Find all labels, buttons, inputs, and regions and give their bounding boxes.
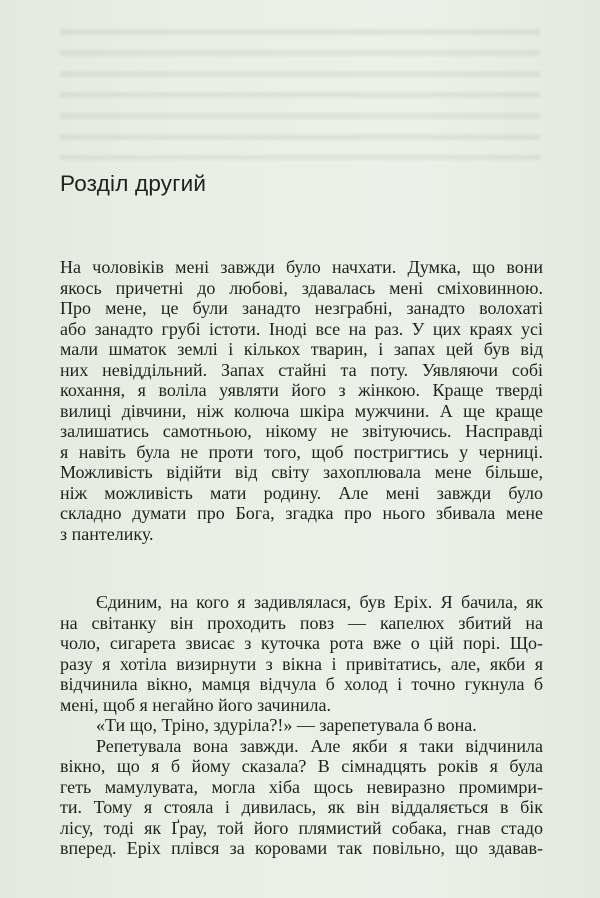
text-line: відчинила вікно, мамця відчула б холод і точно гукнула б <box>60 674 543 694</box>
text-line: вікно, що я б йому сказала? В сімнадцять років я була <box>60 756 543 776</box>
text-line: Про мене, це були занадто незграбні, занадто волохаті <box>60 298 543 318</box>
text-line: кохання, я воліла уявляти його з жінкою. Краще тверді <box>60 380 543 400</box>
text-line: Репетувала вона завжди. Але якби я таки відчинила <box>96 735 543 756</box>
text-line: я навіть була не проти того, щоб постригтись у черниці. <box>60 441 543 462</box>
text-line: ніж можливість мати родину. Але мені завжди було <box>60 482 543 503</box>
text-line: разу я хотіла визирнути з вікна і привітатись, але, якби я <box>60 653 543 674</box>
paragraph-1 <box>60 257 543 544</box>
text-line: складно думати про Бога, згадка про нього збивала мене <box>60 503 543 523</box>
text-line: на світанку він проходить повз — капелюх збитий на <box>60 612 543 633</box>
text-line: якось причетні до любові, здавалась мені сміховинною. <box>60 277 543 298</box>
text-line: чоло, сигарета звисає з куточка рота вже о цій порі. Що- <box>60 633 543 653</box>
text-line: Можливість відійти від світу захоплювала мене більше, <box>60 462 543 482</box>
text-line: вилиці дівчини, ніж колюча шкіра мужчини. А ще краще <box>60 400 543 421</box>
text-line: мали шматок землі і кількох тварин, і запах цей був від <box>60 339 543 359</box>
text-line: вперед. Еріх плівся за коровами так повільно, що здавав- <box>60 838 543 858</box>
text-line: залишатись самотньою, нікому не звітуючись. Насправді <box>60 421 543 441</box>
text-line: лісу, тоді як Ґрау, той його плямистий собака, гнав стадо <box>60 817 543 838</box>
text-line: ти. Тому я стояла і дивилась, як він віддаляється в бік <box>60 797 543 817</box>
text-line: На чоловіків мені завжди було начхати. Думка, що вони <box>60 257 543 277</box>
text-line: з пантелику. <box>60 523 154 544</box>
text-line: Єдиним, на кого я задивлялася, був Еріх. Я бачила, як <box>96 592 543 612</box>
text-line: них невіддільний. Запах стайні та поту. Уявляючи собі <box>60 359 543 380</box>
text-line: або занадто грубі істоти. Іноді все на раз. У цих краях усі <box>60 318 543 339</box>
text-line: геть мамулувата, могла хіба щось невиразно промимри- <box>60 776 543 797</box>
chapter-title: Розділ другий <box>60 171 207 196</box>
text-line: мені, щоб я негайно його зачинила. <box>60 694 331 715</box>
text-line: «Ти що, Тріно, здуріла?!» — зарепетувала б вона. <box>96 715 477 735</box>
paragraph-2 <box>60 592 543 859</box>
bleed-through-text <box>60 20 540 160</box>
